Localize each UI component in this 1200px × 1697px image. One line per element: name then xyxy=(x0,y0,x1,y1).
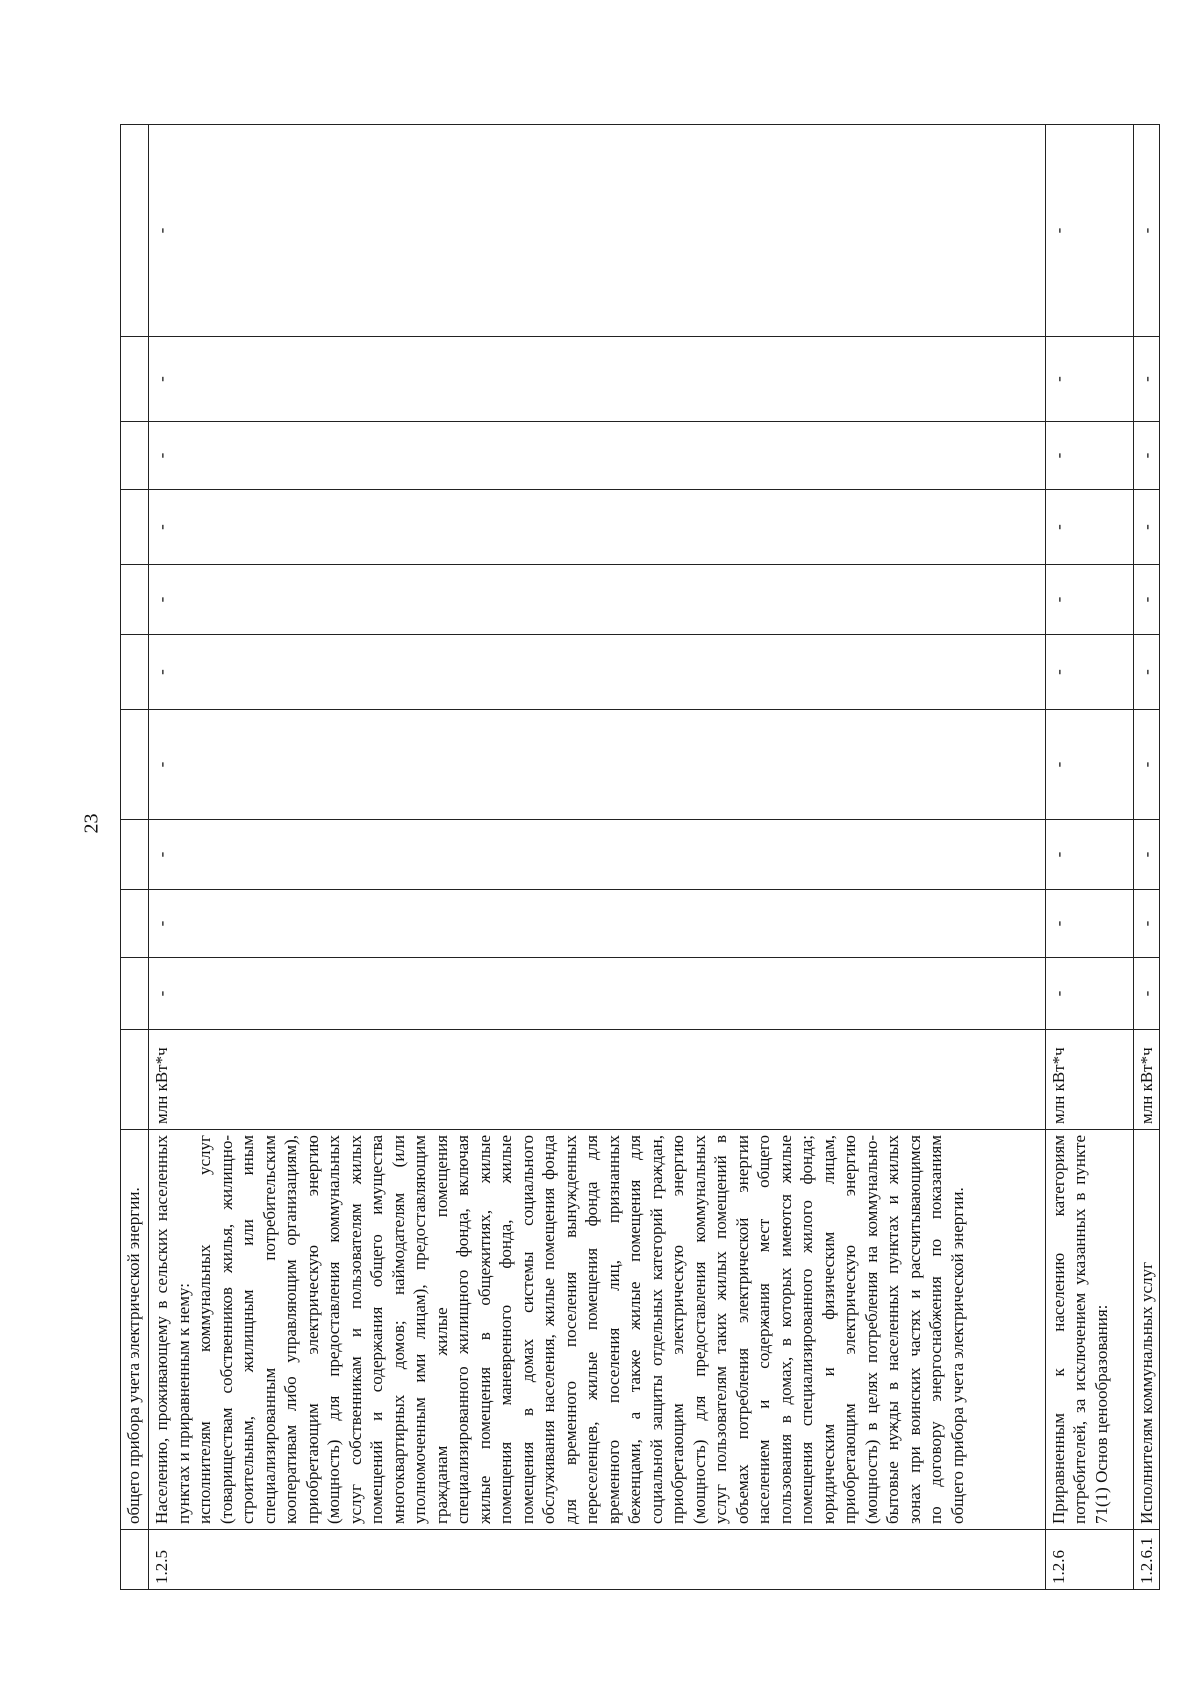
description-line: специализированного жилищного фонда, включая xyxy=(453,1135,472,1524)
description-line: объемах потребления электрической энергии xyxy=(732,1135,752,1524)
description-line: Населению, проживающему в сельских населенных xyxy=(152,1135,171,1524)
row-number: 1.2.5 xyxy=(149,1530,1046,1590)
description-line: жилые помещения в общежитиях, жилые xyxy=(474,1135,494,1524)
empty-cell xyxy=(121,422,149,490)
row-description xyxy=(1045,1130,1133,1530)
unit-cell: млн кВт*ч xyxy=(1045,1030,1133,1130)
unit-cell: млн кВт*ч xyxy=(1133,1030,1160,1130)
value-cell: - xyxy=(149,490,1046,565)
value-cell: - xyxy=(149,565,1046,635)
description-line: приобретающим электрическую энергию xyxy=(302,1135,322,1524)
row-number: 1.2.6.1 xyxy=(1133,1530,1160,1590)
value-cell: - xyxy=(149,635,1046,710)
row-description xyxy=(149,1130,1046,1530)
value-cell: - xyxy=(1045,422,1133,490)
value-cell: - xyxy=(1045,890,1133,958)
description-line: Исполнителям коммунальных услуг xyxy=(1136,1261,1156,1524)
description-line: беженцами, а также жилые помещения для xyxy=(625,1135,644,1524)
empty-cell xyxy=(121,1030,149,1130)
description-line: (мощность) в целях потребления на коммунально- xyxy=(861,1135,881,1524)
empty-cell xyxy=(121,337,149,422)
value-cell: - xyxy=(1133,958,1160,1030)
value-cell: - xyxy=(149,337,1046,422)
description-line: потребителей, за исключением указанных в пункте xyxy=(1070,1135,1089,1524)
continuation-row xyxy=(121,125,149,1590)
description-line: строительным, жилищным или иным xyxy=(238,1135,257,1524)
description-line: социальной защиты отдельных категорий граждан, xyxy=(646,1135,666,1524)
page-number: 23 xyxy=(80,813,103,834)
description-line: населением и содержания мест общего xyxy=(754,1135,773,1524)
description-line: (товариществам собственников жилья, жилищно- xyxy=(216,1135,236,1524)
value-cell: - xyxy=(1133,635,1160,710)
value-cell: - xyxy=(149,820,1046,890)
description-line: помещений и содержания общего имущества xyxy=(367,1135,386,1524)
description-line: по договору энергоснабжения по показаниям xyxy=(926,1135,945,1524)
description-line: приобретающим электрическую энергию xyxy=(668,1135,687,1524)
description-line: услуг пользователям таких жилых помещений в xyxy=(711,1135,730,1524)
empty-cell xyxy=(121,958,149,1030)
description-line: (мощность) для предоставления коммунальных xyxy=(324,1135,343,1524)
value-cell: - xyxy=(1045,710,1133,820)
empty-cell xyxy=(121,890,149,958)
value-cell: - xyxy=(149,125,1046,337)
empty-cell xyxy=(121,820,149,890)
description-line: приобретающим электрическую энергию xyxy=(840,1135,859,1524)
value-cell: - xyxy=(149,422,1046,490)
continuation-text: общего прибора учета электрической энергии. xyxy=(121,1130,149,1530)
description-line: юридическим и физическим лицам, xyxy=(818,1135,838,1524)
value-cell: - xyxy=(1133,490,1160,565)
description-line: помещения маневренного фонда, жилые xyxy=(496,1135,515,1524)
value-cell: - xyxy=(1133,890,1160,958)
value-cell: - xyxy=(1133,820,1160,890)
value-cell: - xyxy=(1045,635,1133,710)
description-line: уполномоченным ими лицам), предоставляющим xyxy=(410,1135,429,1524)
description-line: специализированным потребительским xyxy=(259,1135,279,1524)
value-cell: - xyxy=(1045,337,1133,422)
description-line: пользования в домах, в которых имеются жилые xyxy=(775,1135,795,1524)
description-line: бытовые нужды в населенных пунктах и жилых xyxy=(883,1135,902,1524)
description-line: переселенцев, жилые помещения фонда для xyxy=(582,1135,601,1524)
description-line: Приравненным к населению категориям xyxy=(1048,1135,1068,1524)
value-cell: - xyxy=(149,710,1046,820)
empty-cell xyxy=(121,565,149,635)
value-cell: - xyxy=(1045,958,1133,1030)
empty-cell xyxy=(121,125,149,337)
empty-cell xyxy=(121,1530,149,1590)
tariff-table xyxy=(120,124,1160,1590)
value-cell: - xyxy=(1045,565,1133,635)
value-cell: - xyxy=(1045,125,1133,337)
description-line: временного поселения лиц, признанных xyxy=(603,1135,623,1524)
table-row xyxy=(1045,125,1133,1590)
value-cell: - xyxy=(1133,565,1160,635)
value-cell: - xyxy=(149,890,1046,958)
table-body xyxy=(121,125,1160,1590)
table-row xyxy=(149,125,1046,1590)
value-cell: - xyxy=(1133,710,1160,820)
description-line: обслуживания населения, жилые помещения фонда xyxy=(539,1135,558,1524)
description-line: помещения в домах системы социального xyxy=(517,1135,537,1524)
row-description xyxy=(1133,1130,1160,1530)
description-line: кооперативам либо управляющим организациям), xyxy=(281,1135,300,1524)
row-number: 1.2.6 xyxy=(1045,1530,1133,1590)
value-cell: - xyxy=(1045,490,1133,565)
description-line: для временного поселения вынужденных xyxy=(560,1135,580,1524)
value-cell: - xyxy=(149,958,1046,1030)
empty-cell xyxy=(121,710,149,820)
value-cell: - xyxy=(1045,820,1133,890)
description-line: исполнителям коммунальных услуг xyxy=(195,1135,214,1524)
description-line: помещения специализированного жилого фонда; xyxy=(797,1135,816,1524)
description-line: 71(1) Основ ценообразования: xyxy=(1091,1304,1111,1524)
value-cell: - xyxy=(1133,337,1160,422)
empty-cell xyxy=(121,635,149,710)
description-line: услуг собственникам и пользователям жилых xyxy=(345,1135,365,1524)
value-cell: - xyxy=(1133,422,1160,490)
description-line: общего прибора учета электрической энергии. xyxy=(947,1187,967,1524)
description-line: гражданам жилые помещения xyxy=(431,1135,451,1524)
table-row xyxy=(1133,125,1160,1590)
description-line: (мощность) для предоставления коммунальных xyxy=(689,1135,709,1524)
description-line: зонах при воинских частях и рассчитывающимся xyxy=(904,1135,924,1524)
empty-cell xyxy=(121,490,149,565)
description-line: многоквартирных домов; наймодателям (или xyxy=(388,1135,408,1524)
description-line: пунктах и приравненным к нему: xyxy=(173,1283,193,1524)
value-cell: - xyxy=(1133,125,1160,337)
rotated-page-content xyxy=(120,125,1160,1590)
unit-cell: млн кВт*ч xyxy=(149,1030,1046,1130)
